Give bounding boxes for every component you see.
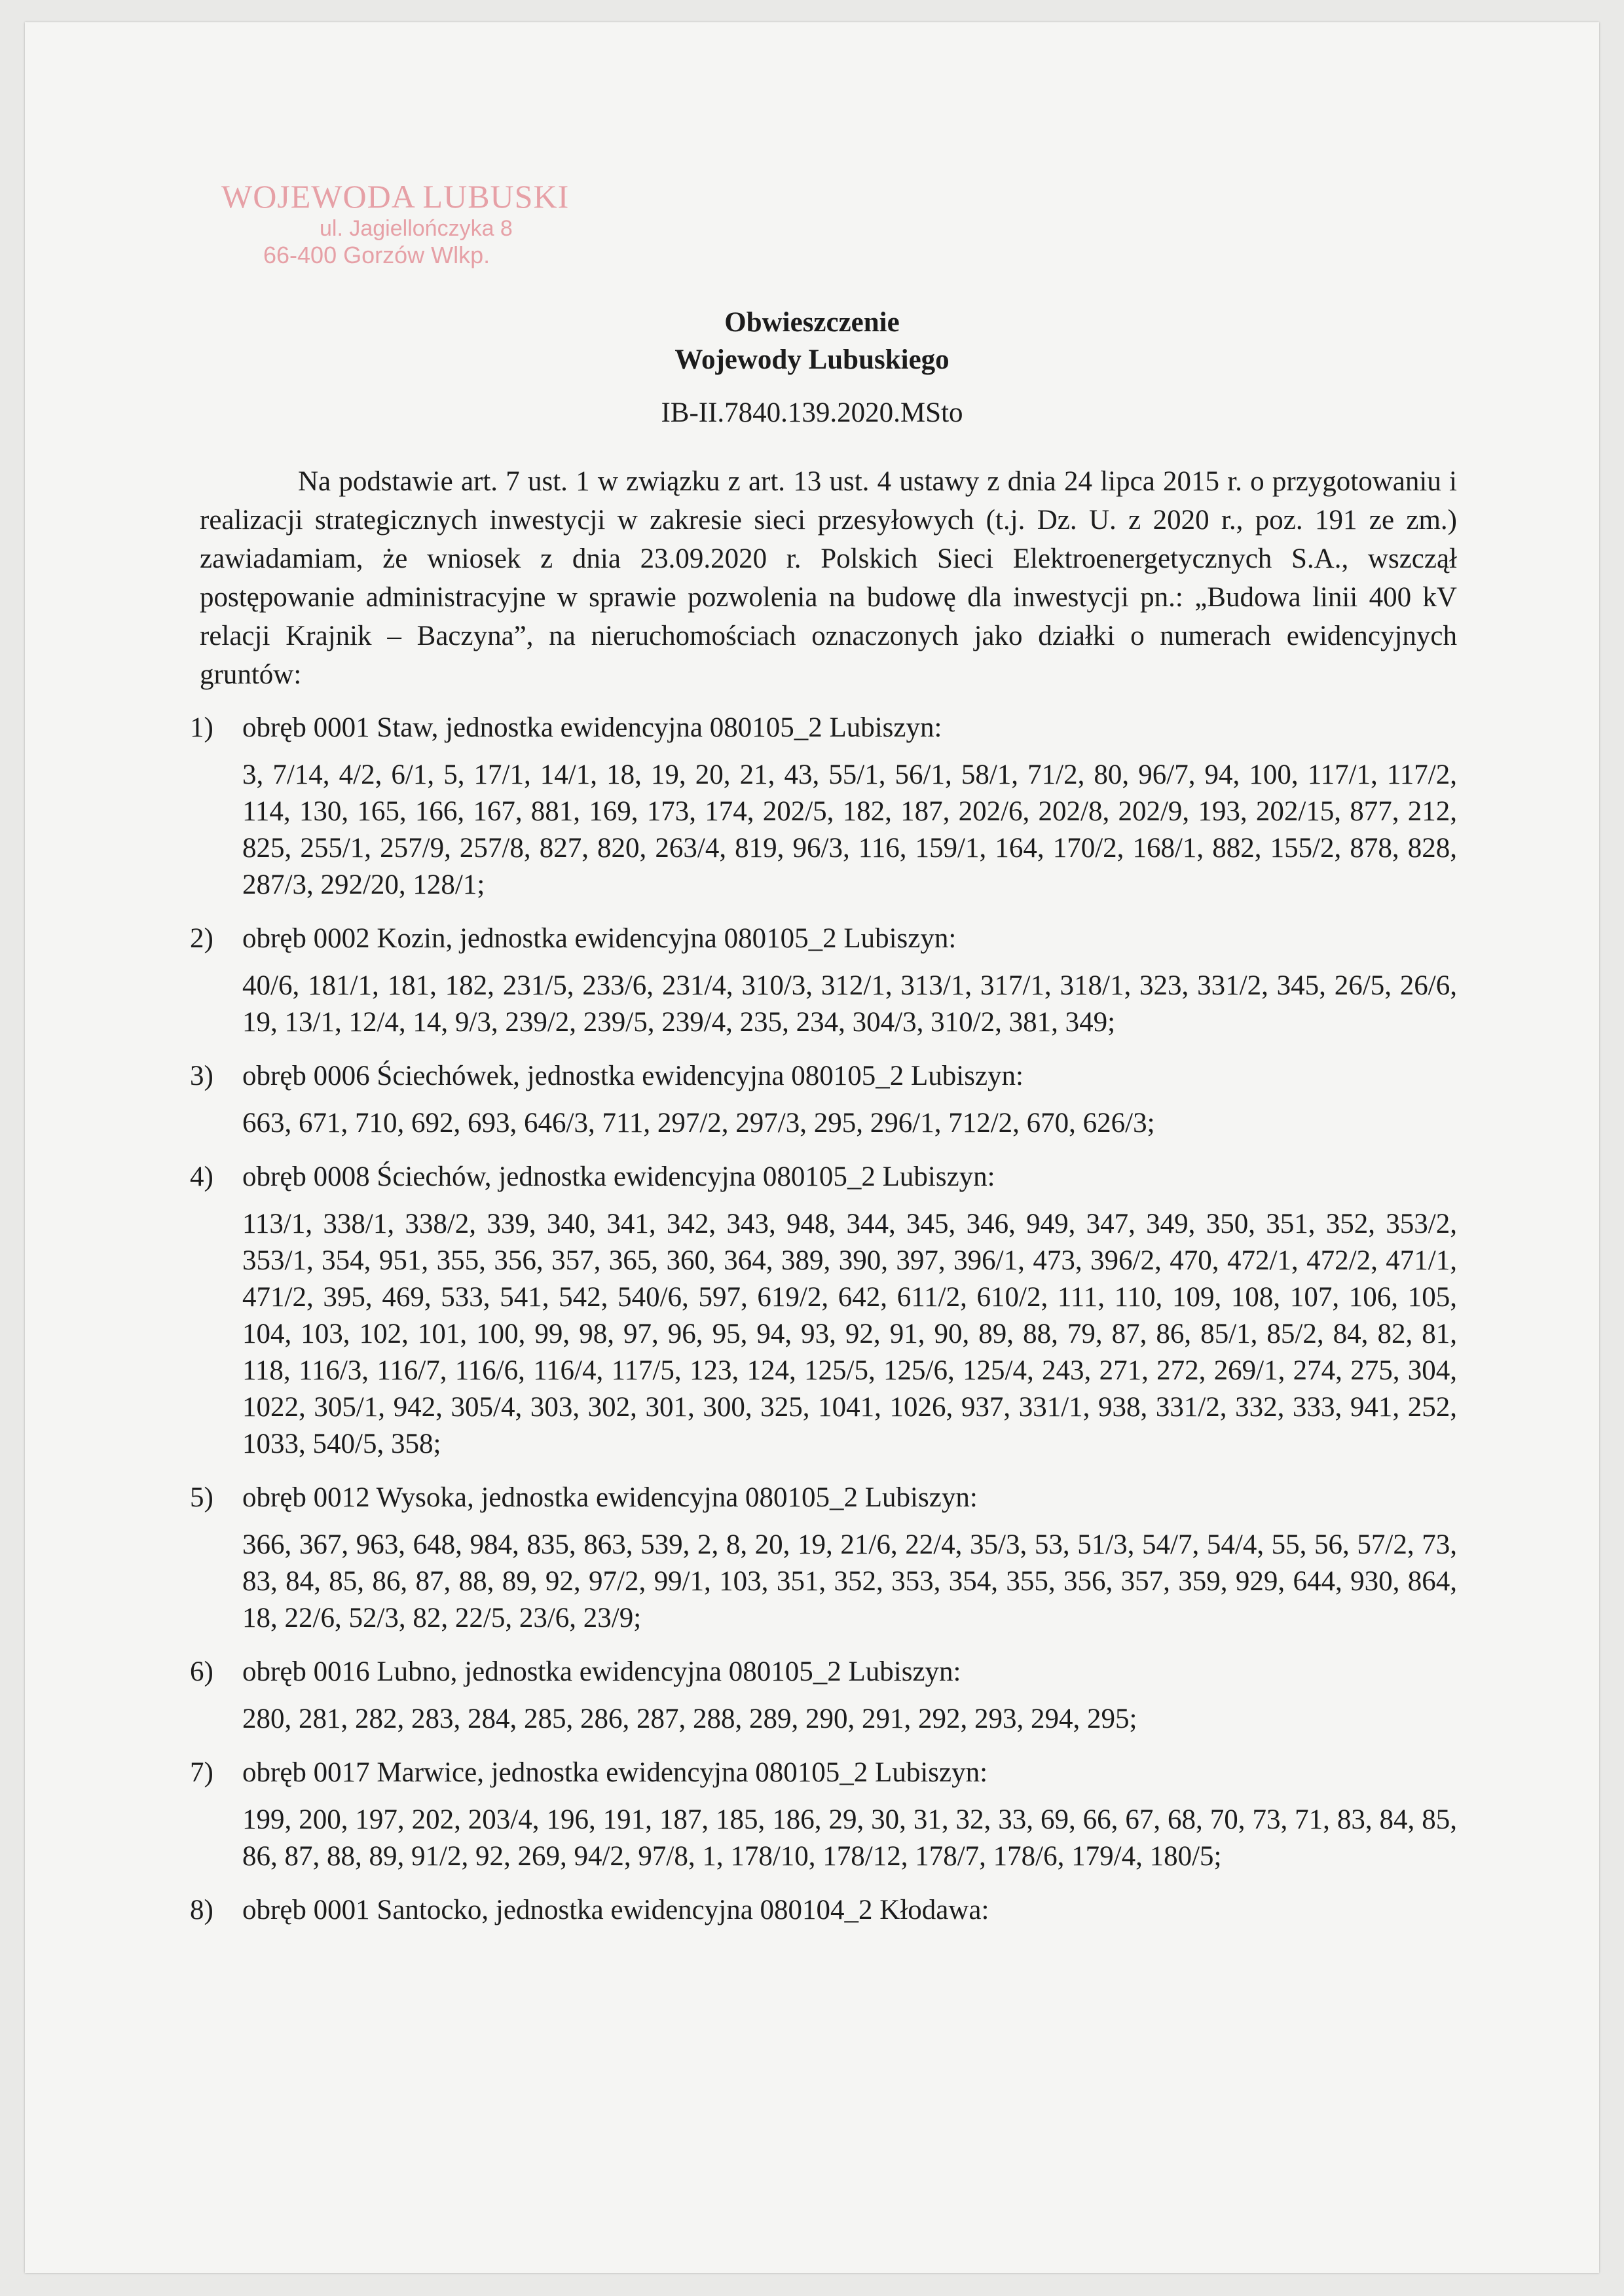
item-number: 4)	[190, 1161, 213, 1192]
item-number: 6)	[190, 1656, 213, 1687]
item-number: 5)	[190, 1482, 213, 1513]
item-heading: obręb 0006 Ściechówek, jednostka ewidencyjna 080105_2 Lubiszyn:	[242, 1061, 1024, 1091]
parcel-numbers: 113/1, 338/1, 338/2, 339, 340, 341, 342, 343, 948, 344, 345, 346, 949, 347, 349, 350, 351, 352, 353/2, 353/1, 354, 951, 355, 356, 357, 365, 360, 364, 389, 390, 397, 396/1, 473, 396/2, 470, 472/1, 472/2, 471/1, 471/2, 395, 469, 533, 541, 542, 540/6, 597, 619/2, 642, 611/2, 610/2, 111, 110, 109, 108, 107, 106, 105, 104, 103, 102, 101, 100, 99, 98, 97, 96, 95, 94, 93, 92, 91, 90, 89, 88, 79, 87, 86, 85/1, 85/2, 84, 82, 81, 118, 116/3, 116/7, 116/6, 116/4, 117/5, 123, 124, 125/5, 125/6, 125/4, 243, 271, 272, 269/1, 274, 275, 304, 1022, 305/1, 942, 305/4, 303, 302, 301, 300, 325, 1041, 1026, 937, 331/1, 938, 331/2, 332, 333, 941, 252, 1033, 540/5, 358;	[242, 1209, 1457, 1459]
item-heading: obręb 0001 Santocko, jednostka ewidencyjna 080104_2 Kłodawa:	[242, 1895, 989, 1925]
item-heading: obręb 0017 Marwice, jednostka ewidencyjna 080105_2 Lubiszyn:	[242, 1757, 988, 1788]
list-item	[0, 1057, 1624, 1142]
parcel-numbers: 199, 200, 197, 202, 203/4, 196, 191, 187, 185, 186, 29, 30, 31, 32, 33, 69, 66, 67, 68, 70, 73, 71, 83, 84, 85, 86, 87, 88, 89, 91/2, 92, 269, 94/2, 97/8, 1, 178/10, 178/12, 178/7, 178/6, 179/4, 180/5;	[242, 1804, 1457, 1872]
intro-paragraph: Na podstawie art. 7 ust. 1 w związku z art. 13 ust. 4 ustawy z dnia 24 lipca 2015 r. o przygotowaniu i realizacji strategicznych inwestycji w zakresie sieci przesyłowych (t.j. Dz. U. z 2020 r., poz. 191 ze zm.) zawiadamiam, że wniosek z dnia 23.09.2020 r. Polskich Sieci Elektroenergetycznych S.A., wszczął postępowanie administracyjne w sprawie pozwolenia na budowę dla inwestycji pn.: „Budowa linii 400 kV relacji Krajnik – Baczyna”, na nieruchomościach oznaczonych jako działki o numerach ewidencyjnych gruntów:	[200, 466, 1457, 690]
item-heading: obręb 0008 Ściechów, jednostka ewidencyjna 080105_2 Lubiszyn:	[242, 1161, 995, 1192]
list-item	[0, 1478, 1624, 1637]
list-item	[0, 1157, 1624, 1463]
item-number: 8)	[190, 1895, 213, 1925]
parcel-numbers: 40/6, 181/1, 181, 182, 231/5, 233/6, 231/4, 310/3, 312/1, 313/1, 317/1, 318/1, 323, 331/2, 345, 26/5, 26/6, 19, 13/1, 12/4, 14, 9/3, 239/2, 239/5, 239/4, 235, 234, 304/3, 310/2, 381, 349;	[242, 970, 1457, 1038]
item-number: 1)	[190, 712, 213, 743]
parcel-numbers: 663, 671, 710, 692, 693, 646/3, 711, 297/2, 297/3, 295, 296/1, 712/2, 670, 626/3;	[242, 1108, 1155, 1139]
list-item	[0, 708, 1624, 903]
reference-number: IB-II.7840.139.2020.MSto	[661, 397, 963, 428]
item-number: 7)	[190, 1757, 213, 1788]
parcel-numbers: 3, 7/14, 4/2, 6/1, 5, 17/1, 14/1, 18, 19, 20, 21, 43, 55/1, 56/1, 58/1, 71/2, 80, 96/7, 94, 100, 117/1, 117/2, 114, 130, 165, 166, 167, 881, 169, 173, 174, 202/5, 182, 187, 202/6, 202/8, 202/9, 193, 202/15, 877, 212, 825, 255/1, 257/9, 257/8, 827, 820, 263/4, 819, 96/3, 116, 159/1, 164, 170/2, 168/1, 882, 155/2, 878, 828, 287/3, 292/20, 128/1;	[242, 759, 1457, 900]
office-stamp	[208, 178, 569, 268]
item-number: 2)	[190, 923, 213, 954]
stamp-line-1: WOJEWODA LUBUSKI	[221, 178, 570, 215]
parcel-list	[0, 708, 1624, 1939]
item-heading: obręb 0001 Staw, jednostka ewidencyjna 080105_2 Lubiszyn:	[242, 712, 942, 743]
document-title: Obwieszczenie	[724, 307, 900, 338]
stamp-line-3: 66-400 Gorzów Wlkp.	[263, 241, 490, 268]
document-subtitle: Wojewody Lubuskiego	[674, 344, 950, 375]
list-item	[0, 1753, 1624, 1875]
parcel-numbers: 366, 367, 963, 648, 984, 835, 863, 539, 2, 8, 20, 19, 21/6, 22/4, 35/3, 53, 51/3, 54/7, 54/4, 55, 56, 57/2, 73, 83, 84, 85, 86, 87, 88, 89, 92, 97/2, 99/1, 103, 351, 352, 353, 354, 355, 356, 357, 359, 929, 644, 930, 864, 18, 22/6, 52/3, 82, 22/5, 23/6, 23/9;	[242, 1529, 1457, 1633]
item-heading: obręb 0016 Lubno, jednostka ewidencyjna 080105_2 Lubiszyn:	[242, 1656, 961, 1687]
list-item	[0, 919, 1624, 1041]
list-item	[0, 1652, 1624, 1738]
parcel-numbers: 280, 281, 282, 283, 284, 285, 286, 287, 288, 289, 290, 291, 292, 293, 294, 295;	[242, 1704, 1137, 1734]
item-number: 3)	[190, 1061, 213, 1091]
item-heading: obręb 0002 Kozin, jednostka ewidencyjna 080105_2 Lubiszyn:	[242, 923, 957, 954]
item-heading: obręb 0012 Wysoka, jednostka ewidencyjna 080105_2 Lubiszyn:	[242, 1482, 978, 1513]
stamp-line-2: ul. Jagiellończyka 8	[320, 215, 513, 241]
list-item	[0, 1891, 1624, 1939]
